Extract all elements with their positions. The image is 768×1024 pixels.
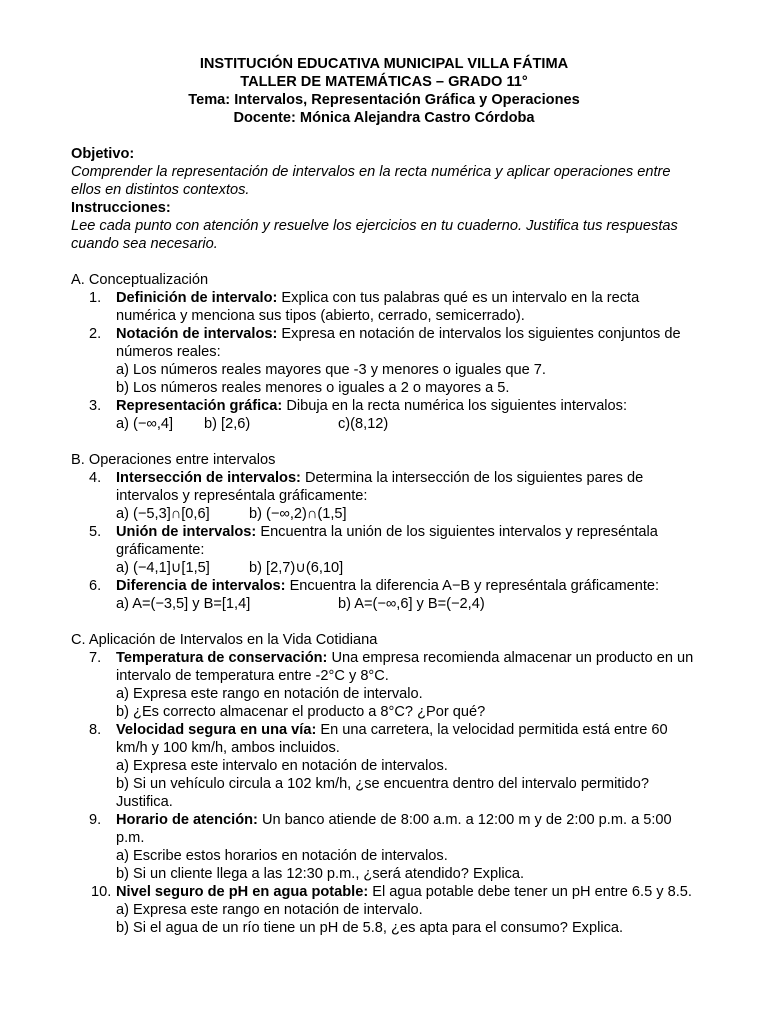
question-4 (71, 469, 701, 523)
subquestion-a: a) Expresa este intervalo en notación de intervalos. (116, 758, 448, 774)
interval-options (116, 595, 701, 613)
topic-line: Tema: Intervalos, Representación Gráfica y Operaciones (188, 92, 580, 108)
question-number: 1. (89, 290, 102, 306)
question-text: Encuentra la unión de los siguientes intervalos y represéntala gráficamente: (116, 524, 658, 558)
question-title: Intersección de intervalos: (116, 470, 301, 486)
subquestion-a: a) Expresa este rango en notación de intervalo. (116, 902, 423, 918)
question-title: Temperatura de conservación: (116, 650, 328, 666)
section-c-title: C. Aplicación de Intervalos en la Vida Cotidiana (71, 632, 378, 648)
option-a: a) (−4,1]∪[1,5] (116, 560, 210, 576)
question-text: En una carretera, la velocidad permitida está entre 60 km/h y 100 km/h, ambos incluidos. (116, 722, 668, 756)
subquestion-b: b) Si un vehículo circula a 102 km/h, ¿se encuentra dentro del intervalo permitido? Justifica. (116, 776, 649, 810)
instructions-text: Lee cada punto con atención y resuelve los ejercicios en tu cuaderno. Justifica tus respuestas cuando sea necesario. (71, 218, 678, 252)
subquestion-b: b) ¿Es correcto almacenar el producto a 8°C? ¿Por qué? (116, 704, 486, 720)
question-number: 8. (89, 722, 102, 738)
option-a: a) (−∞,4] (116, 416, 174, 432)
option-b: b) (−∞,2)∩(1,5] (249, 506, 347, 522)
workshop-title: TALLER DE MATEMÁTICAS – GRADO 11° (240, 74, 528, 90)
question-number: 7. (89, 650, 102, 666)
question-3 (71, 397, 701, 433)
interval-options (116, 415, 701, 433)
document-header (0, 55, 768, 127)
interval-options (116, 505, 701, 523)
question-9 (71, 811, 701, 883)
question-7 (71, 649, 701, 721)
objective-text: Comprender la representación de intervalos en la recta numérica y aplicar operaciones entre ellos en distintos contextos. (71, 164, 671, 198)
question-text: Encuentra la diferencia A−B y represéntala gráficamente: (285, 578, 660, 594)
option-c: c)(8,12) (338, 416, 389, 432)
question-6 (71, 577, 701, 613)
option-b: b) [2,6) (204, 416, 251, 432)
question-title: Nivel seguro de pH en agua potable: (116, 884, 369, 900)
question-text: Determina la intersección de los siguientes pares de intervalos y represéntala gráficamente: (116, 470, 644, 504)
question-1 (71, 289, 701, 325)
section-a-title: A. Conceptualización (71, 272, 209, 288)
question-title: Unión de intervalos: (116, 524, 257, 540)
subquestion-a: a) Los números reales mayores que -3 y menores o iguales que 7. (116, 362, 546, 378)
question-text: Un banco atiende de 8:00 a.m. a 12:00 m y de 2:00 p.m. a 5:00 p.m. (116, 812, 672, 846)
option-b: b) A=(−∞,6] y B=(−2,4) (338, 596, 485, 612)
question-number: 10. (91, 884, 112, 900)
question-number: 6. (89, 578, 102, 594)
question-title: Notación de intervalos: (116, 326, 278, 342)
question-title: Velocidad segura en una vía: (116, 722, 317, 738)
question-text: Una empresa recomienda almacenar un producto en un intervalo de temperatura entre -2°C y 8°C. (116, 650, 694, 684)
objective-label: Objetivo: (71, 146, 135, 162)
question-text: El agua potable debe tener un pH entre 6.5 y 8.5. (368, 884, 692, 900)
question-text: Expresa en notación de intervalos los siguientes conjuntos de números reales: (116, 326, 681, 360)
institution-name: INSTITUCIÓN EDUCATIVA MUNICIPAL VILLA FÁTIMA (199, 56, 569, 72)
question-title: Horario de atención: (116, 812, 258, 828)
interval-options (116, 559, 701, 577)
question-title: Representación gráfica: (116, 398, 283, 414)
question-text: Dibuja en la recta numérica los siguientes intervalos: (282, 398, 628, 414)
question-number: 4. (89, 470, 102, 486)
question-title: Diferencia de intervalos: (116, 578, 286, 594)
option-b: b) [2,7)∪(6,10] (249, 560, 344, 576)
section-b-title: B. Operaciones entre intervalos (71, 452, 276, 468)
subquestion-b: b) Si el agua de un río tiene un pH de 5.8, ¿es apta para el consumo? Explica. (116, 920, 624, 936)
option-a: a) A=(−3,5] y B=[1,4] (116, 596, 251, 612)
subquestion-a: a) Escribe estos horarios en notación de intervalos. (116, 848, 448, 864)
subquestion-b: b) Si un cliente llega a las 12:30 p.m., ¿será atendido? Explica. (116, 866, 525, 882)
question-number: 3. (89, 398, 102, 414)
question-10 (71, 883, 701, 937)
question-number: 5. (89, 524, 102, 540)
instructions-label: Instrucciones: (71, 200, 171, 216)
subquestion-b: b) Los números reales menores o iguales a 2 o mayores a 5. (116, 380, 510, 396)
question-number: 9. (89, 812, 102, 828)
question-5 (71, 523, 701, 577)
subquestion-a: a) Expresa este rango en notación de intervalo. (116, 686, 423, 702)
question-title: Definición de intervalo: (116, 290, 278, 306)
question-8 (71, 721, 701, 811)
question-text: Explica con tus palabras qué es un intervalo en la recta numérica y menciona sus tipos (abierto, cerrado, semicerrado). (116, 290, 640, 324)
option-a: a) (−5,3]∩[0,6] (116, 506, 210, 522)
teacher-line: Docente: Mónica Alejandra Castro Córdoba (233, 110, 535, 126)
question-number: 2. (89, 326, 102, 342)
document-body (71, 145, 701, 937)
question-2 (71, 325, 701, 397)
